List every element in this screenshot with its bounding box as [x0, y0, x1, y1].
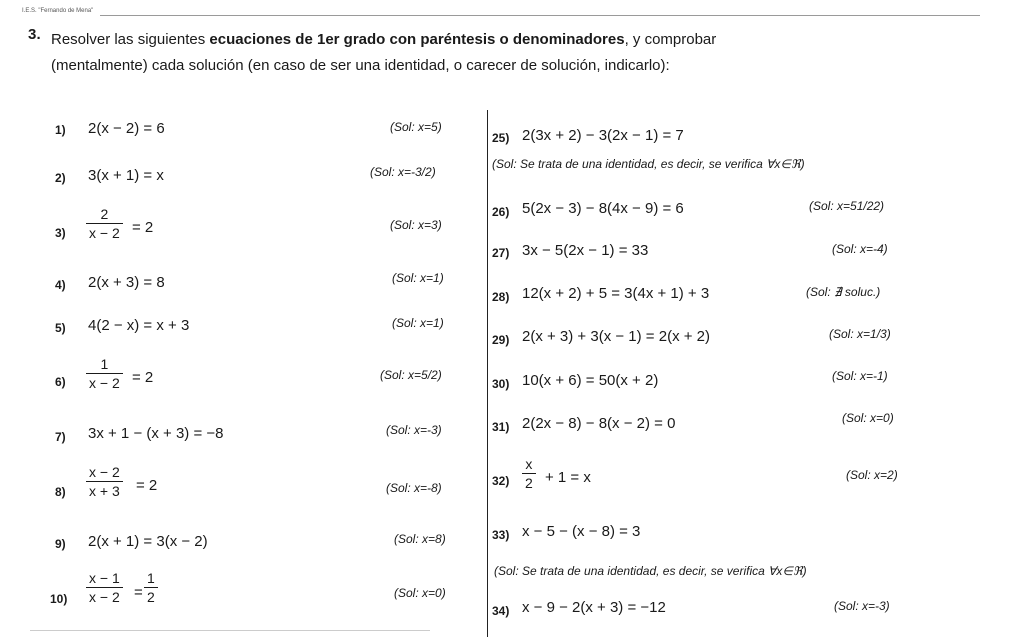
item-number: 6): [55, 375, 66, 389]
solution: (Sol: x=5/2): [380, 368, 442, 382]
solution: (Sol: x=-3): [834, 599, 890, 613]
item-number: 3): [55, 226, 66, 240]
equation: 2(2x − 8) − 8(x − 2) = 0: [522, 415, 676, 432]
item-number: 5): [55, 321, 66, 335]
item-number: 2): [55, 171, 66, 185]
item-number: 28): [492, 290, 510, 304]
equation: 2(x + 1) = 3(x − 2): [88, 533, 208, 550]
equation: x − 9 − 2(x + 3) = −12: [522, 599, 666, 616]
equation: 12(x + 2) + 5 = 3(4x + 1) + 3: [522, 285, 710, 302]
solution: (Sol: x=-4): [832, 242, 888, 256]
equation: 3(x + 1) = x: [88, 167, 164, 184]
equation-rhs: = 2: [136, 477, 158, 494]
item-number: 9): [55, 537, 66, 551]
equals-sign: =: [134, 584, 143, 601]
equation-rhs: = 2: [132, 369, 154, 386]
solution: (Sol: x=51/22): [809, 199, 885, 213]
solution: (Sol: x=-3): [386, 423, 442, 437]
item-number: 4): [55, 278, 66, 292]
fraction: 1 x − 2: [86, 356, 123, 391]
fraction: 1 2: [144, 570, 158, 605]
equation: 10(x + 6) = 50(x + 2): [522, 372, 659, 389]
item-number: 10): [50, 592, 68, 606]
equation: 3x − 5(2x − 1) = 33: [522, 242, 649, 259]
item-number: 27): [492, 246, 510, 260]
equation: 3x + 1 − (x + 3) = −8: [88, 425, 224, 442]
fraction: x − 1 x − 2: [86, 570, 123, 605]
solution: (Sol: x=2): [846, 468, 898, 482]
equation: 4(2 − x) = x + 3: [88, 317, 190, 334]
solution: (Sol: x=8): [394, 532, 446, 546]
column-divider: [487, 110, 488, 637]
equation-rhs: + 1 = x: [545, 469, 591, 486]
equation: 2(x + 3) + 3(x − 1) = 2(x + 2): [522, 328, 710, 345]
solution: (Sol: x=1): [392, 316, 444, 330]
solution-note: (Sol: Se trata de una identidad, es decir, se verifica ∀x∈ℜ): [492, 157, 805, 171]
item-number: 32): [492, 474, 510, 488]
equation: 2(x + 3) = 8: [88, 274, 165, 291]
equation: 2(x − 2) = 6: [88, 120, 165, 137]
item-number: 34): [492, 604, 510, 618]
item-number: 30): [492, 377, 510, 391]
solution-note: (Sol: Se trata de una identidad, es decir, se verifica ∀x∈ℜ): [494, 564, 807, 578]
exercise-statement-line2: (mentalmente) cada solución (en caso de ser una identidad, o carecer de solución, indicarlo):: [51, 57, 670, 74]
bottom-faded-line: [30, 630, 430, 631]
equation: 2(3x + 2) − 3(2x − 1) = 7: [522, 127, 684, 144]
fraction: x − 2 x + 3: [86, 464, 123, 499]
solution: (Sol: x=5): [390, 120, 442, 134]
equation: x − 5 − (x − 8) = 3: [522, 523, 641, 540]
exercise-statement-line1: Resolver las siguientes ecuaciones de 1er grado con paréntesis o denominadores, y comprobar: [51, 31, 717, 48]
solution: (Sol: x=1/3): [829, 327, 891, 341]
solution: (Sol: x=-3/2): [370, 165, 436, 179]
equation-rhs: = 2: [132, 219, 154, 236]
solution: (Sol: x=-1): [832, 369, 888, 383]
item-number: 25): [492, 131, 510, 145]
solution: (Sol: ∄ soluc.): [806, 285, 881, 299]
header-school: I.E.S. "Fernando de Mena": [22, 8, 94, 14]
fraction: 2 x − 2: [86, 206, 123, 241]
item-number: 26): [492, 205, 510, 219]
item-number: 1): [55, 123, 66, 137]
item-number: 29): [492, 333, 510, 347]
solution: (Sol: x=1): [392, 271, 444, 285]
item-number: 33): [492, 528, 510, 542]
solution: (Sol: x=3): [390, 218, 442, 232]
fraction: x 2: [522, 456, 536, 491]
exercise-number: 3.: [28, 26, 41, 43]
solution: (Sol: x=0): [842, 411, 894, 425]
solution: (Sol: x=0): [394, 586, 446, 600]
solution: (Sol: x=-8): [386, 481, 442, 495]
item-number: 7): [55, 430, 66, 444]
item-number: 31): [492, 420, 510, 434]
header-rule: [100, 15, 980, 16]
item-number: 8): [55, 485, 66, 499]
equation: 5(2x − 3) − 8(4x − 9) = 6: [522, 200, 684, 217]
